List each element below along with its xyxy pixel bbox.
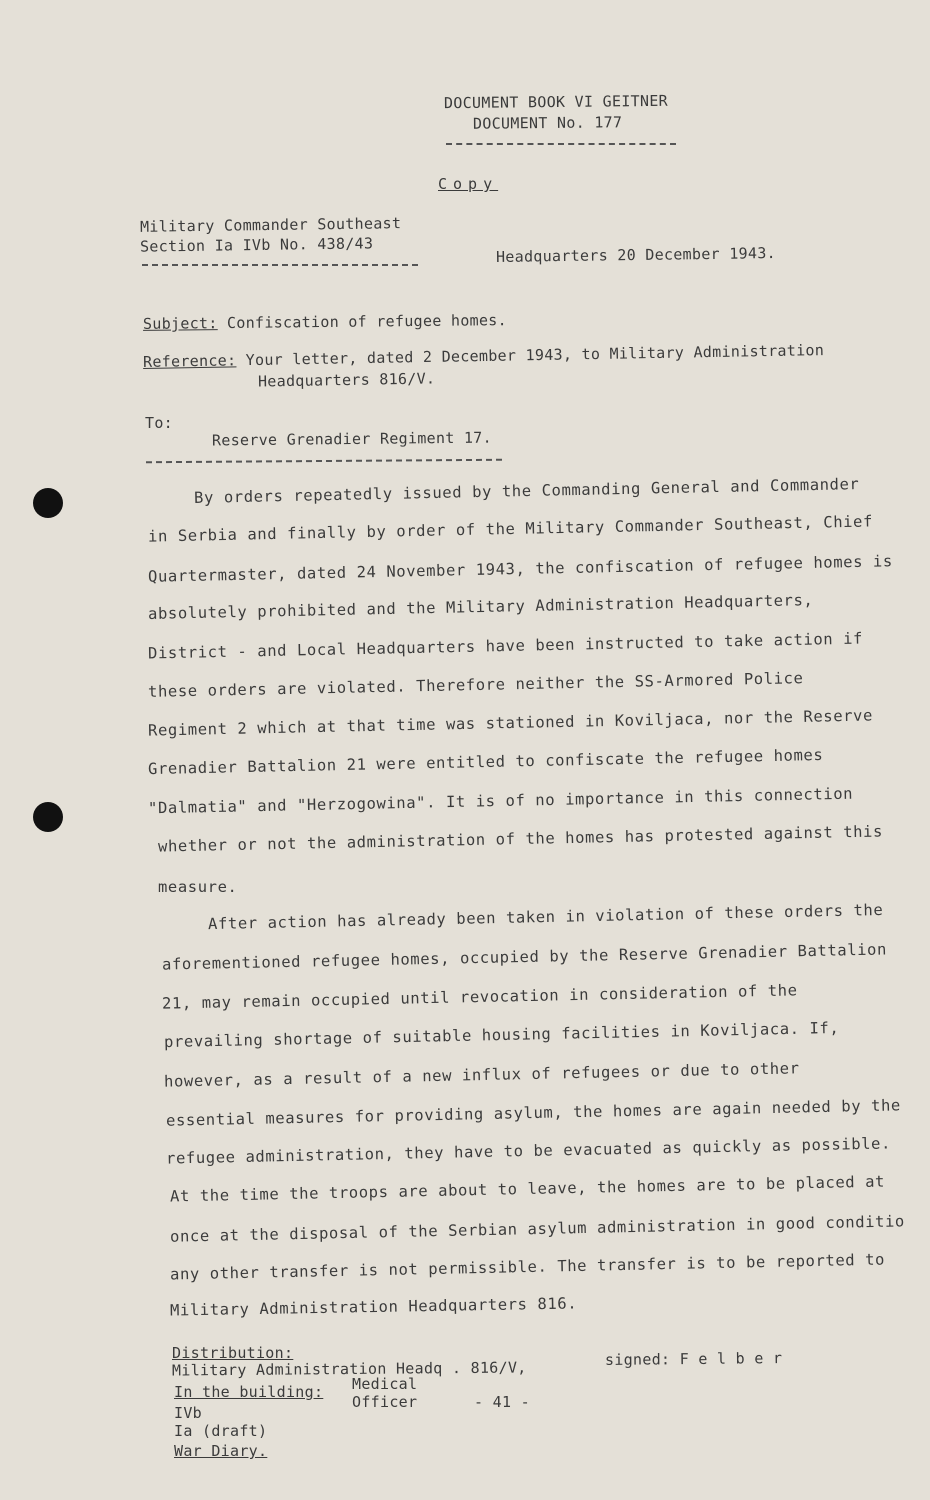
- distribution-line-1: Military Administration Headq . 816/V,: [171, 1358, 527, 1380]
- reference-label: Reference:: [142, 351, 237, 371]
- p2-line: At the time the troops are about to leave, the homes are to be placed at: [169, 1172, 886, 1206]
- p1-line: Grenadier Battalion 21 were entitled to confiscate the refugee homes: [147, 745, 824, 779]
- p2-line: once at the disposal of the Serbian asylum administration in good conditio: [169, 1212, 906, 1246]
- subject-label: Subject:: [142, 314, 218, 333]
- sender-divider: [142, 264, 418, 266]
- in-building-label: In the building:: [174, 1383, 324, 1401]
- p2-line: prevailing shortage of suitable housing facilities in Koviljaca. If,: [163, 1018, 840, 1052]
- header-divider: [446, 143, 676, 145]
- to-label: To:: [145, 414, 173, 432]
- p1-line: measure.: [158, 878, 238, 896]
- p2-line: Military Administration Headquarters 816.: [169, 1294, 578, 1320]
- ia-draft-line: Ia (draft): [174, 1422, 268, 1440]
- p1-line: "Dalmatia" and "Herzogowina". It is of no importance in this connection: [147, 784, 854, 818]
- distribution-label: Distribution:: [172, 1344, 294, 1362]
- p2-line: any other transfer is not permissible. The transfer is to be reported to: [169, 1250, 886, 1284]
- p1-line: Regiment 2 which at that time was stationed in Koviljaca, nor the Reserve: [147, 706, 874, 740]
- p1-line: absolutely prohibited and the Military Administration Headquarters,: [147, 591, 814, 623]
- punch-hole-top: [33, 488, 63, 518]
- copy-label: Copy: [438, 175, 499, 193]
- subject-text: Confiscation of refugee homes.: [226, 311, 508, 333]
- p2-line: 21, may remain occupied until revocation in consideration of the: [161, 981, 798, 1013]
- reference-text-1: Your letter, dated 2 December 1943, to Military Administration: [245, 341, 825, 370]
- sender-line-1: Military Commander Southeast: [139, 214, 402, 236]
- war-diary-line: War Diary.: [174, 1442, 268, 1460]
- subject-line: [143, 311, 507, 333]
- p2-line: essential measures for providing asylum, the homes are again needed by the: [165, 1096, 902, 1130]
- sender-line-2: Section Ia IVb No. 438/43: [139, 234, 374, 256]
- p2-line: refugee administration, they have to be evacuated as quickly as possible.: [165, 1134, 892, 1168]
- document-book-title: DOCUMENT BOOK VI GEITNER: [443, 91, 669, 113]
- reference-line-2: Headquarters 816/V.: [257, 369, 436, 391]
- punch-hole-bottom: [33, 802, 63, 832]
- p1-line: District - and Local Headquarters have been instructed to take action if: [147, 629, 864, 663]
- ivb-line: IVb: [174, 1404, 202, 1422]
- p1-line: whether or not the administration of the homes has protested against this: [157, 822, 884, 856]
- document-number: DOCUMENT No. 177: [472, 113, 623, 133]
- medical-label: Medical: [352, 1375, 418, 1393]
- reference-line-1: [143, 341, 824, 371]
- p1-line: Quartermaster, dated 24 November 1943, the confiscation of refugee homes is: [147, 552, 893, 586]
- officer-label: Officer: [352, 1393, 418, 1411]
- p2-line: aforementioned refugee homes, occupied by the Reserve Grenadier Battalion: [161, 940, 888, 974]
- p1-line: in Serbia and finally by order of the Military Commander Southeast, Chief: [147, 512, 874, 546]
- p2-line: however, as a result of a new influx of refugees or due to other: [163, 1059, 800, 1091]
- p1-line: By orders repeatedly issued by the Commanding General and Commander: [193, 475, 860, 507]
- place-date: Headquarters 20 December 1943.: [495, 244, 777, 266]
- recipient-divider: [146, 459, 502, 463]
- page-number: - 41 -: [474, 1393, 530, 1411]
- p1-line: these orders are violated. Therefore neither the SS-Armored Police: [147, 669, 804, 701]
- p2-line: After action has already been taken in violation of these orders the: [207, 900, 884, 934]
- signature-line: signed: F e l b e r: [604, 1349, 783, 1369]
- recipient: Reserve Grenadier Regiment 17.: [211, 428, 493, 450]
